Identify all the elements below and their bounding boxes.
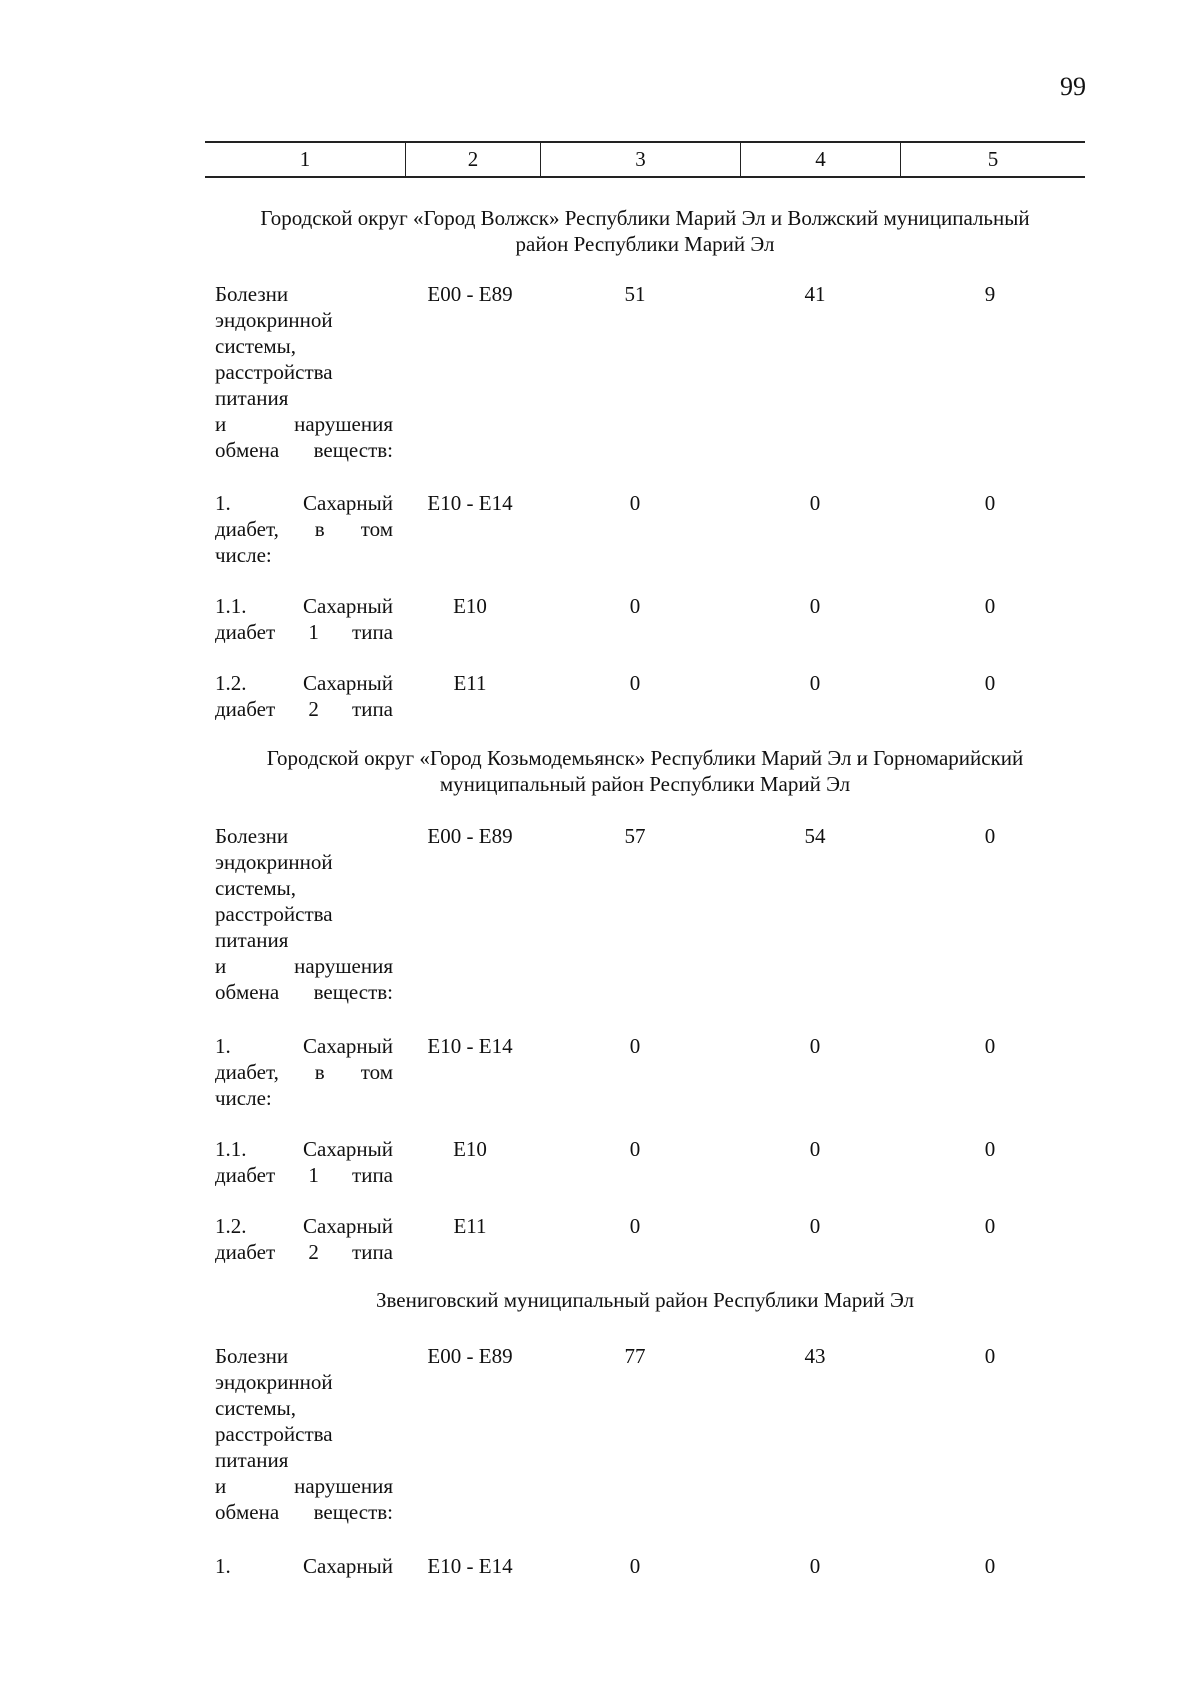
row-name-line: и нарушения <box>215 412 393 436</box>
row-col-4: 0 <box>809 1554 821 1578</box>
row-code: E10 - E14 <box>427 1554 513 1578</box>
row-col-3: 0 <box>629 671 641 695</box>
row-name <box>215 670 393 722</box>
row-col-4: 0 <box>809 1137 821 1161</box>
section-title-line: Звениговский муниципальный район Республики Марий Эл <box>375 1288 915 1312</box>
row-name-line: 1.2. Сахарный <box>215 671 393 695</box>
row-code: E11 <box>453 1214 487 1238</box>
row-name-line: обмена веществ: <box>215 980 393 1004</box>
header-col-2: 2 <box>405 143 540 176</box>
row-col-4: 0 <box>809 491 821 515</box>
section-title <box>200 745 1090 797</box>
row-name-line: системы, <box>215 876 297 900</box>
row-name-line: Болезни <box>215 282 289 306</box>
section-title <box>200 205 1090 257</box>
row-name-line: питания <box>215 928 289 952</box>
row-name <box>215 593 393 645</box>
row-name-line: системы, <box>215 334 297 358</box>
row-name-line: 1.1. Сахарный <box>215 1137 393 1161</box>
row-name <box>215 490 393 568</box>
header-col-3: 3 <box>540 143 740 176</box>
row-col-3: 0 <box>629 1214 641 1238</box>
row-col-5: 0 <box>984 1214 996 1238</box>
row-name-line: 1. Сахарный <box>215 1554 393 1578</box>
row-name <box>215 1213 393 1265</box>
row-col-4: 0 <box>809 671 821 695</box>
row-name-line: Болезни <box>215 1344 289 1368</box>
row-name-line: диабет 1 типа <box>215 1163 393 1187</box>
row-name-line: эндокринной <box>215 308 333 332</box>
row-name-line: 1. Сахарный <box>215 1034 393 1058</box>
header-col-1: 1 <box>299 147 311 171</box>
section-title-line: район Республики Марий Эл <box>515 232 775 256</box>
row-name-line: обмена веществ: <box>215 1500 393 1524</box>
row-name-line: 1. Сахарный <box>215 491 393 515</box>
row-col-3: 0 <box>629 491 641 515</box>
row-code: E10 - E14 <box>427 491 513 515</box>
row-col-3: 0 <box>629 1137 641 1161</box>
row-name-line: эндокринной <box>215 1370 333 1394</box>
row-name <box>215 281 393 463</box>
row-name <box>215 1033 393 1111</box>
row-code: E00 - E89 <box>427 1344 513 1368</box>
row-col-5: 0 <box>984 824 996 848</box>
section-title-line: муниципальный район Республики Марий Эл <box>439 772 851 796</box>
row-col-3: 0 <box>629 594 641 618</box>
row-name-line: эндокринной <box>215 850 333 874</box>
row-col-3: 77 <box>624 1344 646 1368</box>
row-name-line: диабет 2 типа <box>215 697 393 721</box>
row-name-line: диабет, в том <box>215 517 393 541</box>
row-code: E10 <box>453 594 487 618</box>
row-col-3: 57 <box>624 824 646 848</box>
row-name <box>215 1136 393 1188</box>
row-name-line: расстройства <box>215 1422 333 1446</box>
row-name-line: числе: <box>215 543 272 567</box>
row-code: E00 - E89 <box>427 824 513 848</box>
header-col-5: 5 <box>900 143 1085 176</box>
row-name-line: расстройства <box>215 360 333 384</box>
row-col-4: 0 <box>809 1034 821 1058</box>
row-col-5: 0 <box>984 491 996 515</box>
row-col-3: 0 <box>629 1034 641 1058</box>
row-name <box>215 823 393 1005</box>
page-number: 99 <box>1060 72 1086 101</box>
row-code: E10 - E14 <box>427 1034 513 1058</box>
row-code: E00 - E89 <box>427 282 513 306</box>
header-col-4: 4 <box>740 143 900 176</box>
row-name-line: расстройства <box>215 902 333 926</box>
row-col-3: 0 <box>629 1554 641 1578</box>
row-col-5: 0 <box>984 1344 996 1368</box>
row-col-5: 0 <box>984 671 996 695</box>
row-col-4: 43 <box>804 1344 826 1368</box>
section-title-line: Городской округ «Город Козьмодемьянск» Республики Марий Эл и Горномарийский <box>266 746 1024 770</box>
row-name <box>215 1553 393 1579</box>
row-col-3: 51 <box>624 282 646 306</box>
row-col-5: 9 <box>984 282 996 306</box>
row-name-line: диабет 2 типа <box>215 1240 393 1264</box>
row-code: E11 <box>453 671 487 695</box>
row-name-line: системы, <box>215 1396 297 1420</box>
row-col-4: 0 <box>809 1214 821 1238</box>
row-col-4: 54 <box>804 824 826 848</box>
row-col-5: 0 <box>984 1554 996 1578</box>
row-name-line: и нарушения <box>215 954 393 978</box>
row-name-line: питания <box>215 386 289 410</box>
row-col-4: 0 <box>809 594 821 618</box>
row-col-5: 0 <box>984 1034 996 1058</box>
row-name-line: обмена веществ: <box>215 438 393 462</box>
row-code: E10 <box>453 1137 487 1161</box>
row-name-line: 1.1. Сахарный <box>215 594 393 618</box>
row-name-line: 1.2. Сахарный <box>215 1214 393 1238</box>
row-col-5: 0 <box>984 594 996 618</box>
section-title-line: Городской округ «Город Волжск» Республики Марий Эл и Волжский муниципальный <box>260 206 1030 230</box>
row-name-line: и нарушения <box>215 1474 393 1498</box>
row-col-4: 41 <box>804 282 826 306</box>
row-col-5: 0 <box>984 1137 996 1161</box>
row-name-line: диабет 1 типа <box>215 620 393 644</box>
row-name-line: числе: <box>215 1086 272 1110</box>
row-name-line: Болезни <box>215 824 289 848</box>
row-name-line: питания <box>215 1448 289 1472</box>
row-name <box>215 1343 393 1525</box>
section-title <box>200 1287 1090 1313</box>
row-name-line: диабет, в том <box>215 1060 393 1084</box>
